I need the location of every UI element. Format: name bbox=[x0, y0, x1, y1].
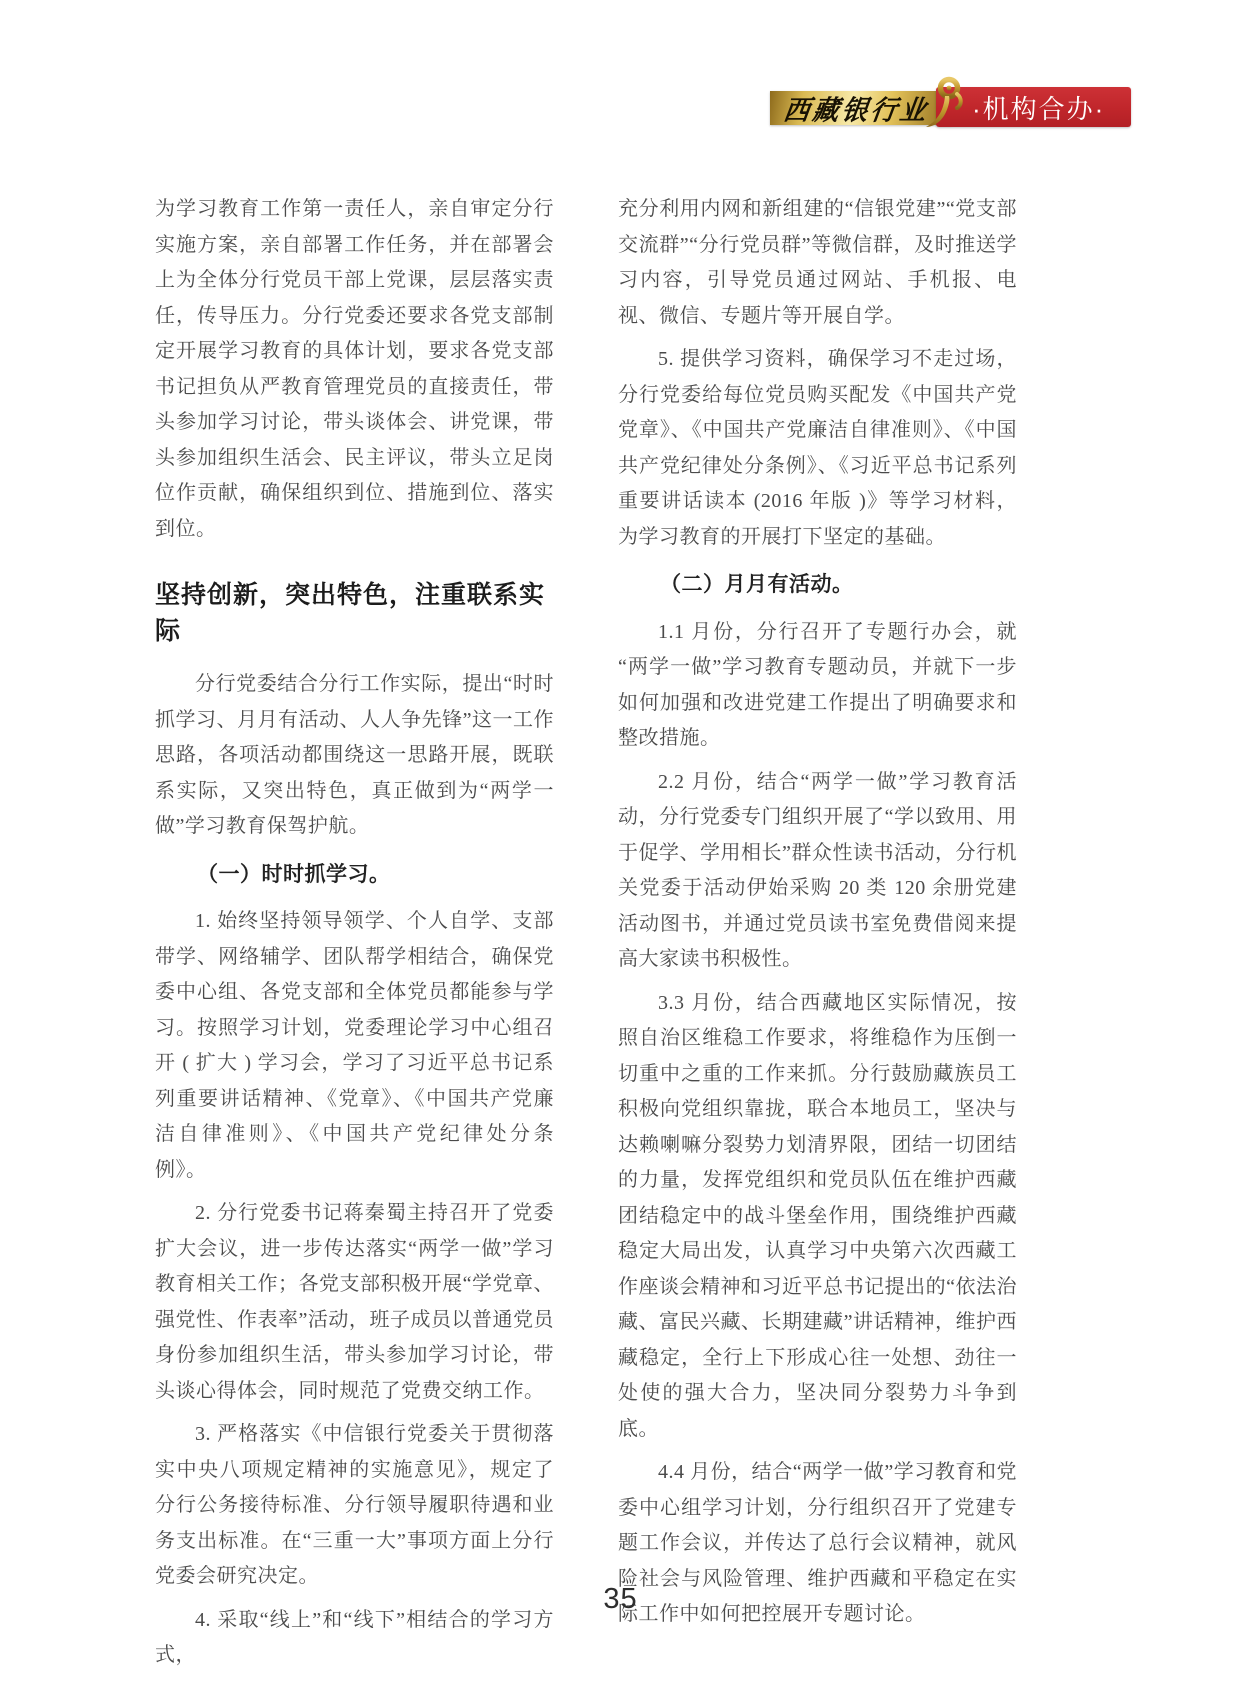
section-label: ·机构合办· bbox=[972, 93, 1106, 124]
subheading-learning: （一）时时抓学习。 bbox=[197, 862, 391, 886]
page-header bbox=[770, 87, 1131, 127]
paragraph-month-2: 2.2 月份，结合“两学一做”学习教育活动，分行党委专门组织开展了“学以致用、用于促学、学用相长”群众性读书活动，分行机关党委于活动伊始采购 20 类 120 余册党建活动图书，并通过党员读书室免费借阅来提高大家读书积极性。 bbox=[618, 770, 1017, 970]
paragraph-continuation: 充分利用内网和新组建的“信银党建”“党支部交流群”“分行党员群”等微信群，及时推送学习内容，引导党员通过网站、手机报、电视、微信、专题片等开展自学。 bbox=[618, 198, 1017, 327]
journal-title: 西藏银行业 bbox=[781, 94, 931, 127]
auspicious-cloud-icon bbox=[918, 75, 974, 131]
article-body bbox=[155, 192, 1017, 1682]
paragraph-month-3: 3.3 月份，结合西藏地区实际情况，按照自治区维稳工作要求，将维稳作为压倒一切重中之重的工作来抓。分行鼓励藏族员工积极向党组织靠拢，联合本地员工，坚决与达赖喇嘛分裂势力划清界限，团结一切团结的力量，发挥党组织和党员队伍在维护西藏团结稳定中的战斗堡垒作用，围绕维护西藏稳定大局出发，认真学习中央第六次西藏工作座谈会精神和习近平总书记提出的“依法治藏、富民兴藏、长期建藏”讲话精神，维护西藏稳定，全行上下形成心往一处想、劲往一处使的强大合力，坚决同分裂势力斗争到底。 bbox=[618, 991, 1017, 1440]
paragraph-month-1: 1.1 月份，分行召开了专题行办会，就“两学一做”学习教育专题动员，并就下一步如何加强和改进党建工作提出了明确要求和整改措施。 bbox=[618, 620, 1017, 749]
left-column bbox=[155, 192, 554, 1682]
page-footer bbox=[0, 1583, 1241, 1616]
paragraph-continuation: 为学习教育工作第一责任人，亲自审定分行实施方案，亲自部署工作任务，并在部署会上为全体分行党员干部上党课，层层落实责任，传导压力。分行党委还要求各党支部制定开展学习教育的具体计划，要求各党支部书记担负从严教育管理党员的直接责任，带头参加学习讨论，带头谈体会、讲党课，带头参加组织生活会、民主评议，带头立足岗位作贡献，确保组织到位、措施到位、落实到位。 bbox=[155, 198, 554, 540]
page-number: 35 bbox=[603, 1583, 638, 1615]
subheading-activities: （二）月月有活动。 bbox=[660, 573, 854, 596]
section-heading: 坚持创新，突出特色，注重联系实际 bbox=[155, 581, 546, 645]
paragraph-item-5: 5. 提供学习资料，确保学习不走过场，分行党委给每位党员购买配发《中国共产党党章》、《中国共产党廉洁自律准则》、《中国共产党纪律处分条例》、《习近平总书记系列重要讲话读本 (2016 年版 )》等学习材料，为学习教育的开展打下坚定的基础。 bbox=[618, 348, 1017, 548]
paragraph-item-1: 1. 始终坚持领导领学、个人自学、支部带学、网络辅学、团队帮学相结合，确保党委中心组、各党支部和全体党员都能参与学习。按照学习计划，党委理论学习中心组召开 ( 扩大 ) 学习会，学习了习近平总书记系列重要讲话精神、《党章》、《中国共产党廉洁自律准则》、《中国共产党纪律处分条例》。 bbox=[155, 910, 554, 1181]
paragraph-month-4: 4.4 月份，结合“两学一做”学习教育和党委中心组学习计划，分行组织召开了党建专题工作会议，并传达了总行会议精神，就风险社会与风险管理、维护西藏和平稳定在实际工作中如何把控展开专题讨论。 bbox=[618, 1461, 1017, 1625]
paragraph-item-4: 4. 采取“线上”和“线下”相结合的学习方式， bbox=[155, 1608, 554, 1666]
right-column bbox=[618, 192, 1017, 1682]
paragraph-intro: 分行党委结合分行工作实际，提出“时时抓学习、月月有活动、人人争先锋”这一工作思路，各项活动都围绕这一思路开展，既联系实际，又突出特色，真正做到为“两学一做”学习教育保驾护航。 bbox=[155, 673, 554, 837]
paragraph-item-2: 2. 分行党委书记蒋秦蜀主持召开了党委扩大会议，进一步传达落实“两学一做”学习教育相关工作；各党支部积极开展“学党章、强党性、作表率”活动，班子成员以普通党员身份参加组织生活，带头参加学习讨论，带头谈心得体会，同时规范了党费交纳工作。 bbox=[155, 1202, 554, 1402]
paragraph-item-3: 3. 严格落实《中信银行党委关于贯彻落实中央八项规定精神的实施意见》，规定了分行公务接待标准、分行领导履职待遇和业务支出标准。在“三重一大”事项方面上分行党委会研究决定。 bbox=[155, 1423, 554, 1587]
